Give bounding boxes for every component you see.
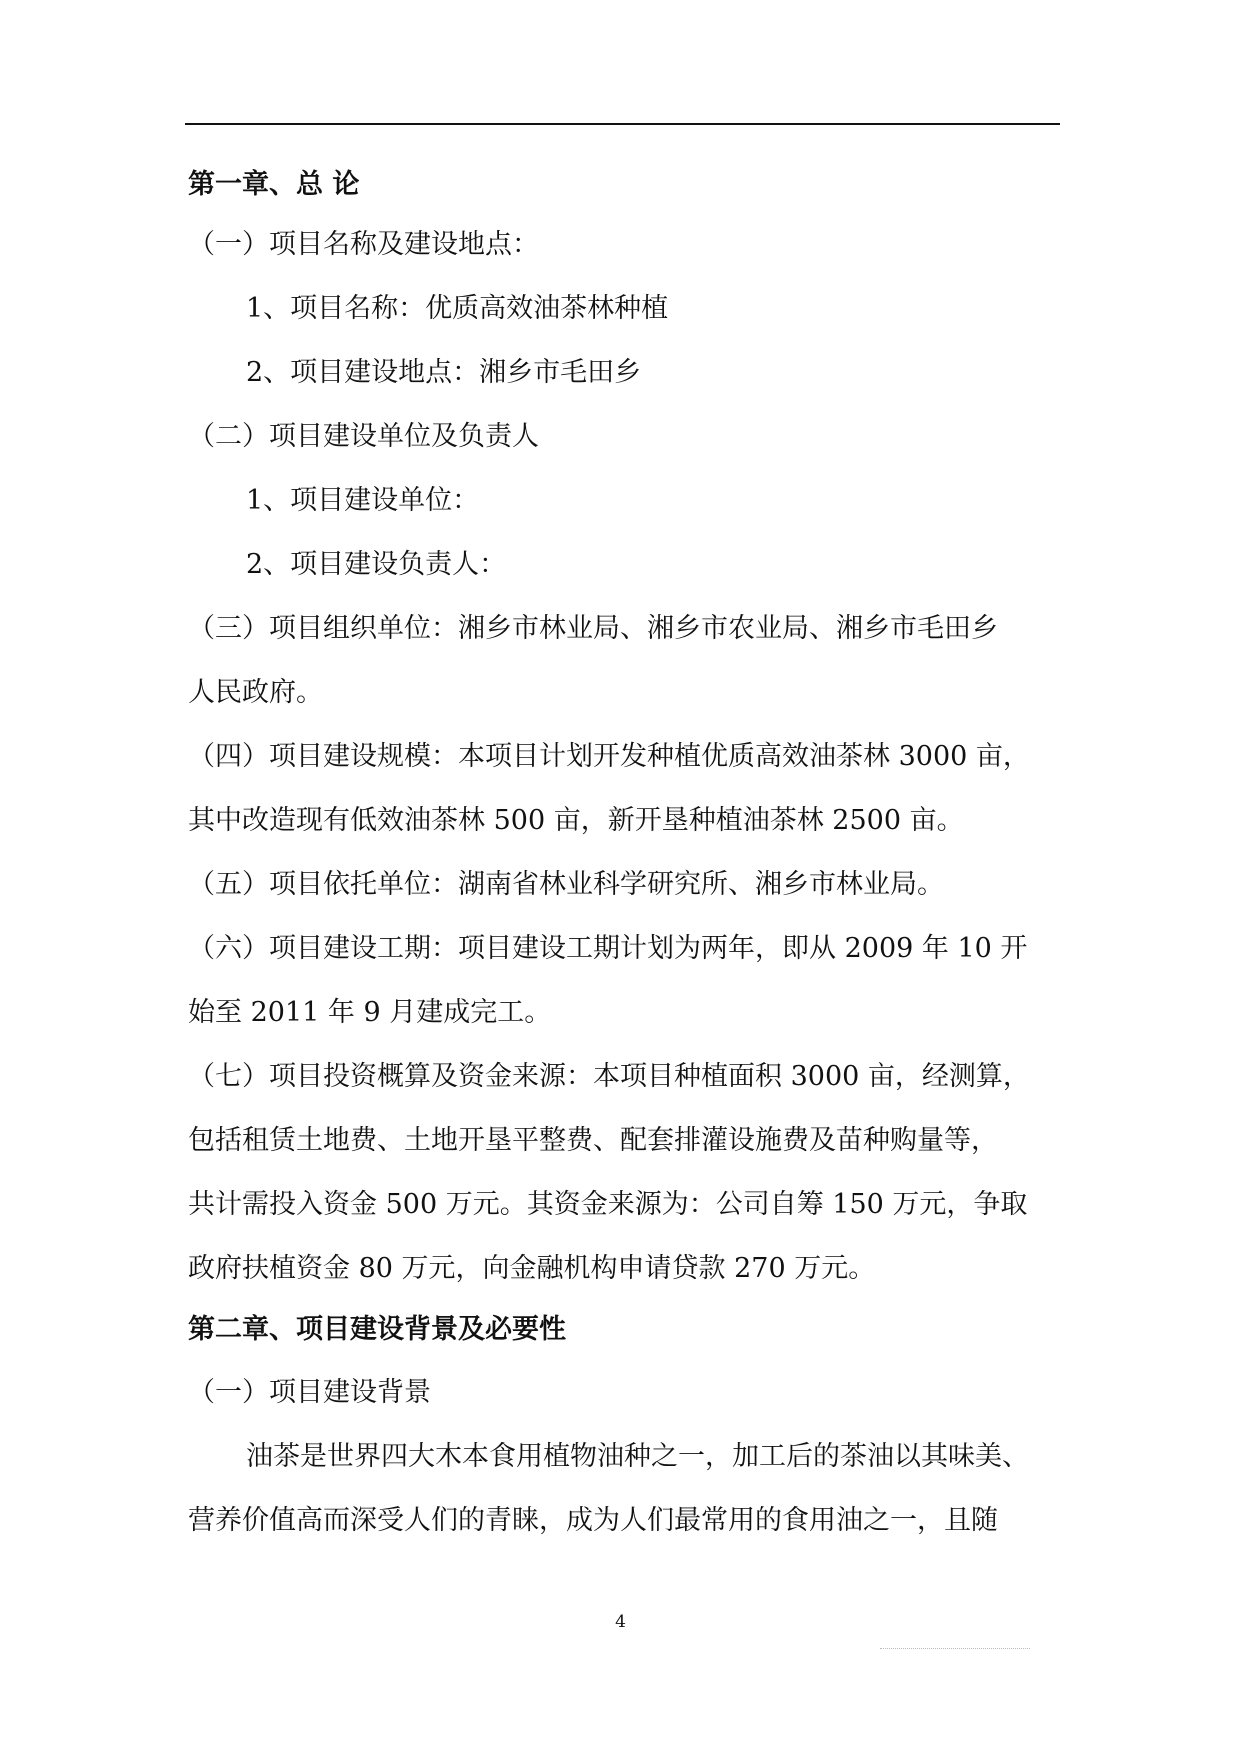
chapter2-title: 第二章、项目建设背景及必要性 [188, 1314, 566, 1345]
chapter1-s6-line1: （六）项目建设工期：项目建设工期计划为两年，即从 2009 年 10 开 [188, 933, 1028, 964]
chapter1-s4-line2: 其中改造现有低效油茶林 500 亩，新开垦种植油茶林 2500 亩。 [188, 805, 964, 836]
chapter1-s3-line1: （三）项目组织单位：湘乡市林业局、湘乡市农业局、湘乡市毛田乡 [188, 613, 998, 644]
chapter1-s1-item1: 1、项目名称：优质高效油茶林种植 [246, 293, 669, 324]
chapter1-s7-line3: 共计需投入资金 500 万元。其资金来源为：公司自筹 150 万元，争取 [188, 1189, 1028, 1220]
chapter2-s1-para-line1: 油茶是世界四大木本食用植物油种之一，加工后的茶油以其味美、 [246, 1441, 1029, 1472]
header-rule [185, 123, 1060, 125]
chapter1-s7-line1: （七）项目投资概算及资金来源：本项目种植面积 3000 亩，经测算， [188, 1061, 1030, 1092]
chapter2-s1-heading: （一）项目建设背景 [188, 1377, 431, 1408]
chapter1-title: 第一章、总 论 [188, 169, 360, 200]
chapter1-s6-line2: 始至 2011 年 9 月建成完工。 [188, 997, 552, 1028]
chapter2-s1-para-line2: 营养价值高而深受人们的青睐，成为人们最常用的食用油之一，且随 [188, 1505, 998, 1536]
chapter1-s2-heading: （二）项目建设单位及负责人 [188, 421, 539, 452]
page-number: 4 [615, 1612, 626, 1632]
footer-dotted-line [880, 1648, 1030, 1649]
chapter1-s3-line2: 人民政府。 [188, 677, 323, 708]
chapter1-s1-heading: （一）项目名称及建设地点： [188, 229, 539, 260]
chapter1-s2-item1: 1、项目建设单位： [246, 485, 480, 516]
chapter1-s7-line2: 包括租赁土地费、土地开垦平整费、配套排灌设施费及苗种购量等， [188, 1125, 998, 1156]
chapter1-s2-item2: 2、项目建设负责人： [246, 549, 507, 580]
chapter1-s7-line4: 政府扶植资金 80 万元，向金融机构申请贷款 270 万元。 [188, 1253, 876, 1284]
chapter1-s5-line1: （五）项目依托单位：湖南省林业科学研究所、湘乡市林业局。 [188, 869, 944, 900]
chapter1-s4-line1: （四）项目建设规模：本项目计划开发种植优质高效油茶林 3000 亩， [188, 741, 1030, 772]
chapter1-s1-item2: 2、项目建设地点：湘乡市毛田乡 [246, 357, 642, 388]
